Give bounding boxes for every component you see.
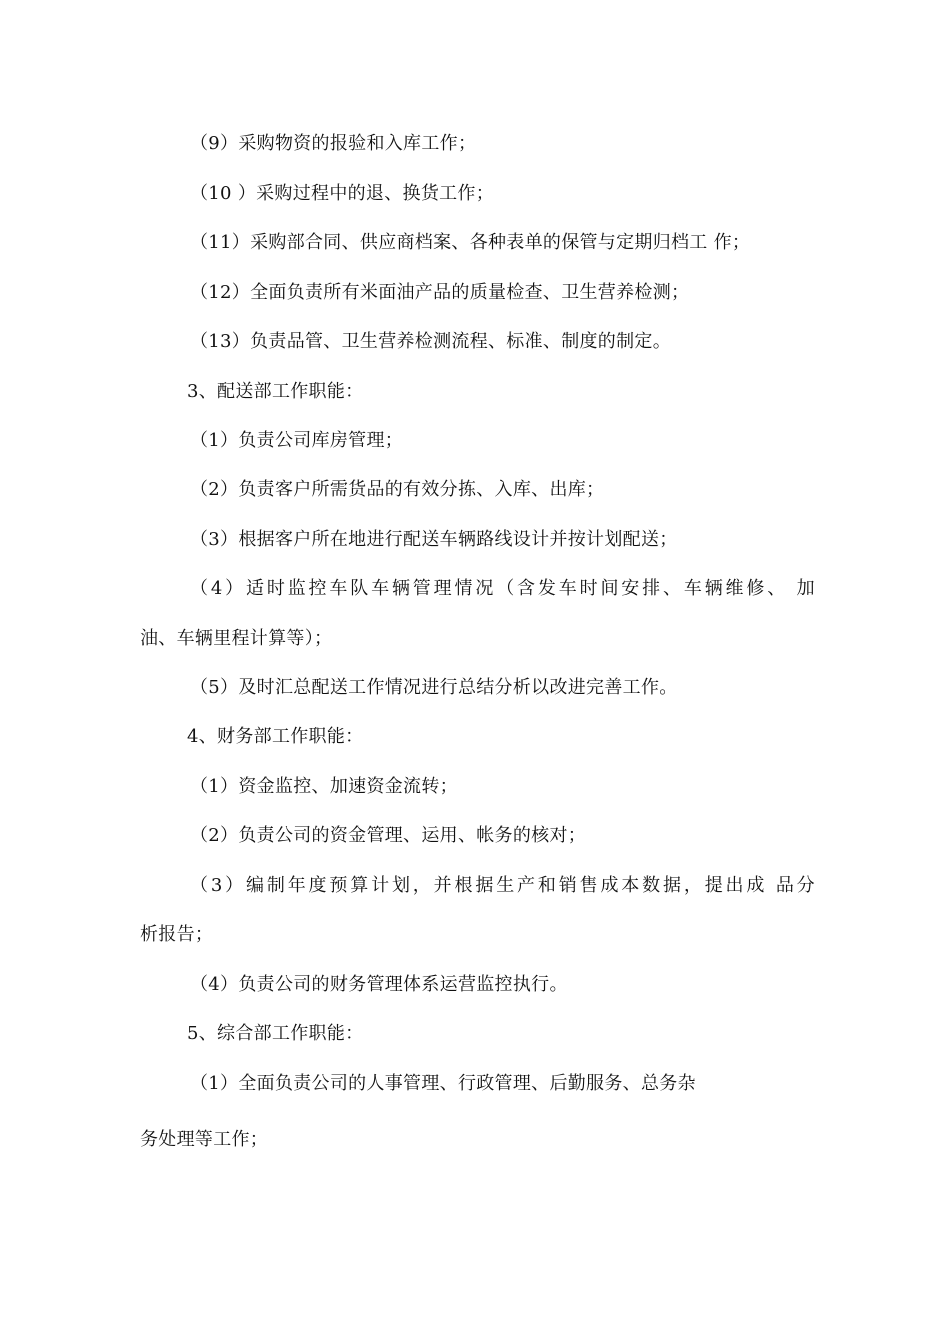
list-item-finance-3-continued: 析报告； — [140, 924, 214, 945]
list-item-general-1-continued: 务处理等工作； — [140, 1129, 269, 1150]
list-item-purchase-13: （13）负责品管、卫生营养检测流程、标准、制度的制定。 — [190, 331, 672, 352]
list-item-delivery-1: （1）负责公司库房管理； — [190, 430, 404, 451]
list-item-purchase-11: （11）采购部合同、供应商档案、各种表单的保管与定期归档工 作； — [190, 232, 751, 253]
list-item-finance-2: （2）负责公司的资金管理、运用、帐务的核对； — [190, 825, 587, 846]
list-item-finance-4: （4）负责公司的财务管理体系运营监控执行。 — [190, 974, 568, 995]
list-item-purchase-12: （12）全面负责所有米面油产品的质量检查、卫生营养检测； — [190, 282, 690, 303]
list-item-purchase-10: （10 ）采购过程中的退、换货工作； — [190, 183, 495, 204]
list-item-finance-1: （1）资金监控、加速资金流转； — [190, 776, 458, 797]
list-item-delivery-5: （5）及时汇总配送工作情况进行总结分析以改进完善工作。 — [190, 677, 678, 698]
list-item-delivery-4: （4）适时监控车队车辆管理情况（含发车时间安排、车辆维修、 加 — [190, 578, 815, 599]
section-heading-finance: 4、财务部工作职能： — [187, 726, 364, 747]
list-item-purchase-9: （9）采购物资的报验和入库工作； — [190, 133, 477, 154]
section-heading-delivery: 3、配送部工作职能： — [187, 381, 364, 402]
list-item-delivery-4-continued: 油、车辆里程计算等）； — [140, 628, 333, 649]
list-item-finance-3: （3）编制年度预算计划，并根据生产和销售成本数据，提出成 品分 — [190, 875, 815, 896]
section-heading-general: 5、综合部工作职能： — [187, 1023, 364, 1044]
list-item-general-1: （1）全面负责公司的人事管理、行政管理、后勤服务、总务杂 — [190, 1073, 696, 1094]
list-item-delivery-2: （2）负责客户所需货品的有效分拣、入库、出库； — [190, 479, 605, 500]
list-item-delivery-3: （3）根据客户所在地进行配送车辆路线设计并按计划配送； — [190, 529, 678, 550]
